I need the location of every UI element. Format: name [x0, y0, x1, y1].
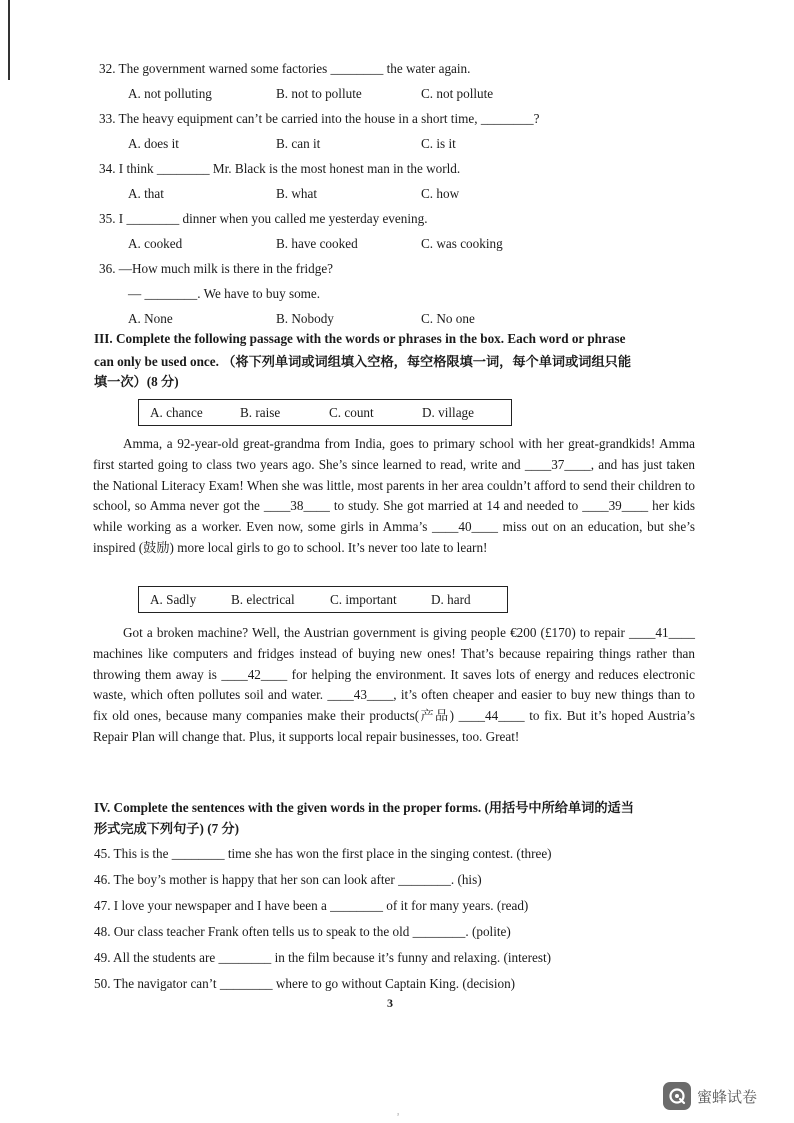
question-35: 35. I ________ dinner when you called me yesterday evening. — [99, 211, 428, 226]
question-36: 36. —How much milk is there in the fridge? — [99, 261, 334, 276]
word-box-2-d: D. hard — [431, 592, 471, 607]
question-36-reply: — ________. We have to buy some. — [128, 286, 321, 301]
passage-2-text: Got a broken machine? Well, the Austrian government is giving people €200 (£170) to repair ____41____ machines like computers and fridges instead of buying new ones! That’s because repairing things rather than throwing them away is ____42____ for helping the environment. It saves lots of energy and reduces electronic waste, which often pollutes soil and water. ____43____, it’s often cheaper and easier to buy new things than to fix old ones, because many companies make their products(产品) ____44____ to fix. But it’s hoped Austria’s Repair Plan will change that. Plus, it supports local repair businesses, too. Great! — [93, 625, 695, 744]
question-46: 46. The boy’s mother is happy that her son can look after ________. (his) — [94, 872, 482, 887]
option-33-a: A. does it — [128, 136, 179, 151]
option-36-b: B. Nobody — [276, 311, 334, 326]
question-45: 45. This is the ________ time she has won the first place in the singing contest. (three) — [94, 846, 552, 861]
option-35-a: A. cooked — [128, 236, 183, 251]
option-34-b: B. what — [276, 186, 318, 201]
scan-edge-line — [8, 0, 10, 80]
option-35-c: C. was cooking — [421, 236, 503, 251]
option-32-b: B. not to pollute — [276, 86, 362, 101]
question-33: 33. The heavy equipment can’t be carried into the house in a short time, ________? — [99, 111, 540, 126]
option-36-a: A. None — [128, 311, 173, 326]
word-box-2-b: B. electrical — [231, 592, 295, 607]
question-32: 32. The government warned some factories ________ the water again. — [99, 61, 471, 76]
passage-1-text: Amma, a 92-year-old great-grandma from India, goes to primary school with her great-grandkids! Amma first started going to class two years ago. She’s since learned to read, write and ____37____, and has just taken the National Literacy Exam! When she was little, most parents in her area couldn’t afford to send their children to school, so Amma never got the ____38____ to study. She got married at 14 and needed to ____39____ her kids while working as a worker. Even now, some girls in Amma’s ____40____ miss out on an education, but she’s inspired (鼓励) more local girls to go to school. It’s never too late to learn! — [93, 436, 695, 555]
word-box-1-d: D. village — [422, 405, 475, 420]
option-33-c: C. is it — [421, 136, 456, 151]
option-35-b: B. have cooked — [276, 236, 358, 251]
word-box-1-c: C. count — [329, 405, 374, 420]
section-4-heading-line2: 形式完成下列句子) (7 分) — [94, 821, 240, 836]
word-box-1 — [138, 399, 512, 426]
page-number: 3 — [387, 996, 393, 1010]
word-box-1-a: A. chance — [150, 405, 203, 420]
option-36-c: C. No one — [421, 311, 475, 326]
question-34: 34. I think ________ Mr. Black is the most honest man in the world. — [99, 161, 461, 176]
question-50: 50. The navigator can’t ________ where to go without Captain King. (decision) — [94, 976, 516, 991]
word-box-2 — [138, 586, 508, 613]
section-3-heading-line3: 填一次）(8 分) — [94, 374, 179, 389]
question-49: 49. All the students are ________ in the film because it’s funny and relaxing. (interest) — [94, 950, 552, 965]
watermark — [663, 1081, 757, 1111]
question-48: 48. Our class teacher Frank often tells us to speak to the old ________. (polite) — [94, 924, 511, 939]
watermark-text: 蜜蜂试卷 — [697, 1087, 758, 1106]
option-34-a: A. that — [128, 186, 164, 201]
option-33-b: B. can it — [276, 136, 321, 151]
option-32-c: C. not pollute — [421, 86, 494, 101]
section-3-heading-line2: can only be used once. （将下列单词或词组填入空格，每空格限填一词，每个单词或词组只能 — [94, 354, 632, 369]
word-box-2-a: A. Sadly — [150, 592, 197, 607]
word-box-1-b: B. raise — [240, 405, 281, 420]
option-34-c: C. how — [421, 186, 460, 201]
question-47: 47. I love your newspaper and I have been a ________ of it for many years. (read) — [94, 898, 529, 913]
passage-1 — [93, 434, 695, 559]
section-3-heading-line1: III. Complete the following passage with the words or phrases in the box. Each word or phrase — [94, 331, 626, 346]
bee-logo-icon — [663, 1082, 691, 1110]
option-32-a: A. not polluting — [128, 86, 212, 101]
passage-2 — [93, 623, 695, 748]
section-4-heading-line1: IV. Complete the sentences with the given words in the proper forms. (用括号中所给单词的适当 — [94, 800, 634, 815]
word-box-2-c: C. important — [330, 592, 397, 607]
footer-dot: ³ — [397, 1113, 399, 1119]
